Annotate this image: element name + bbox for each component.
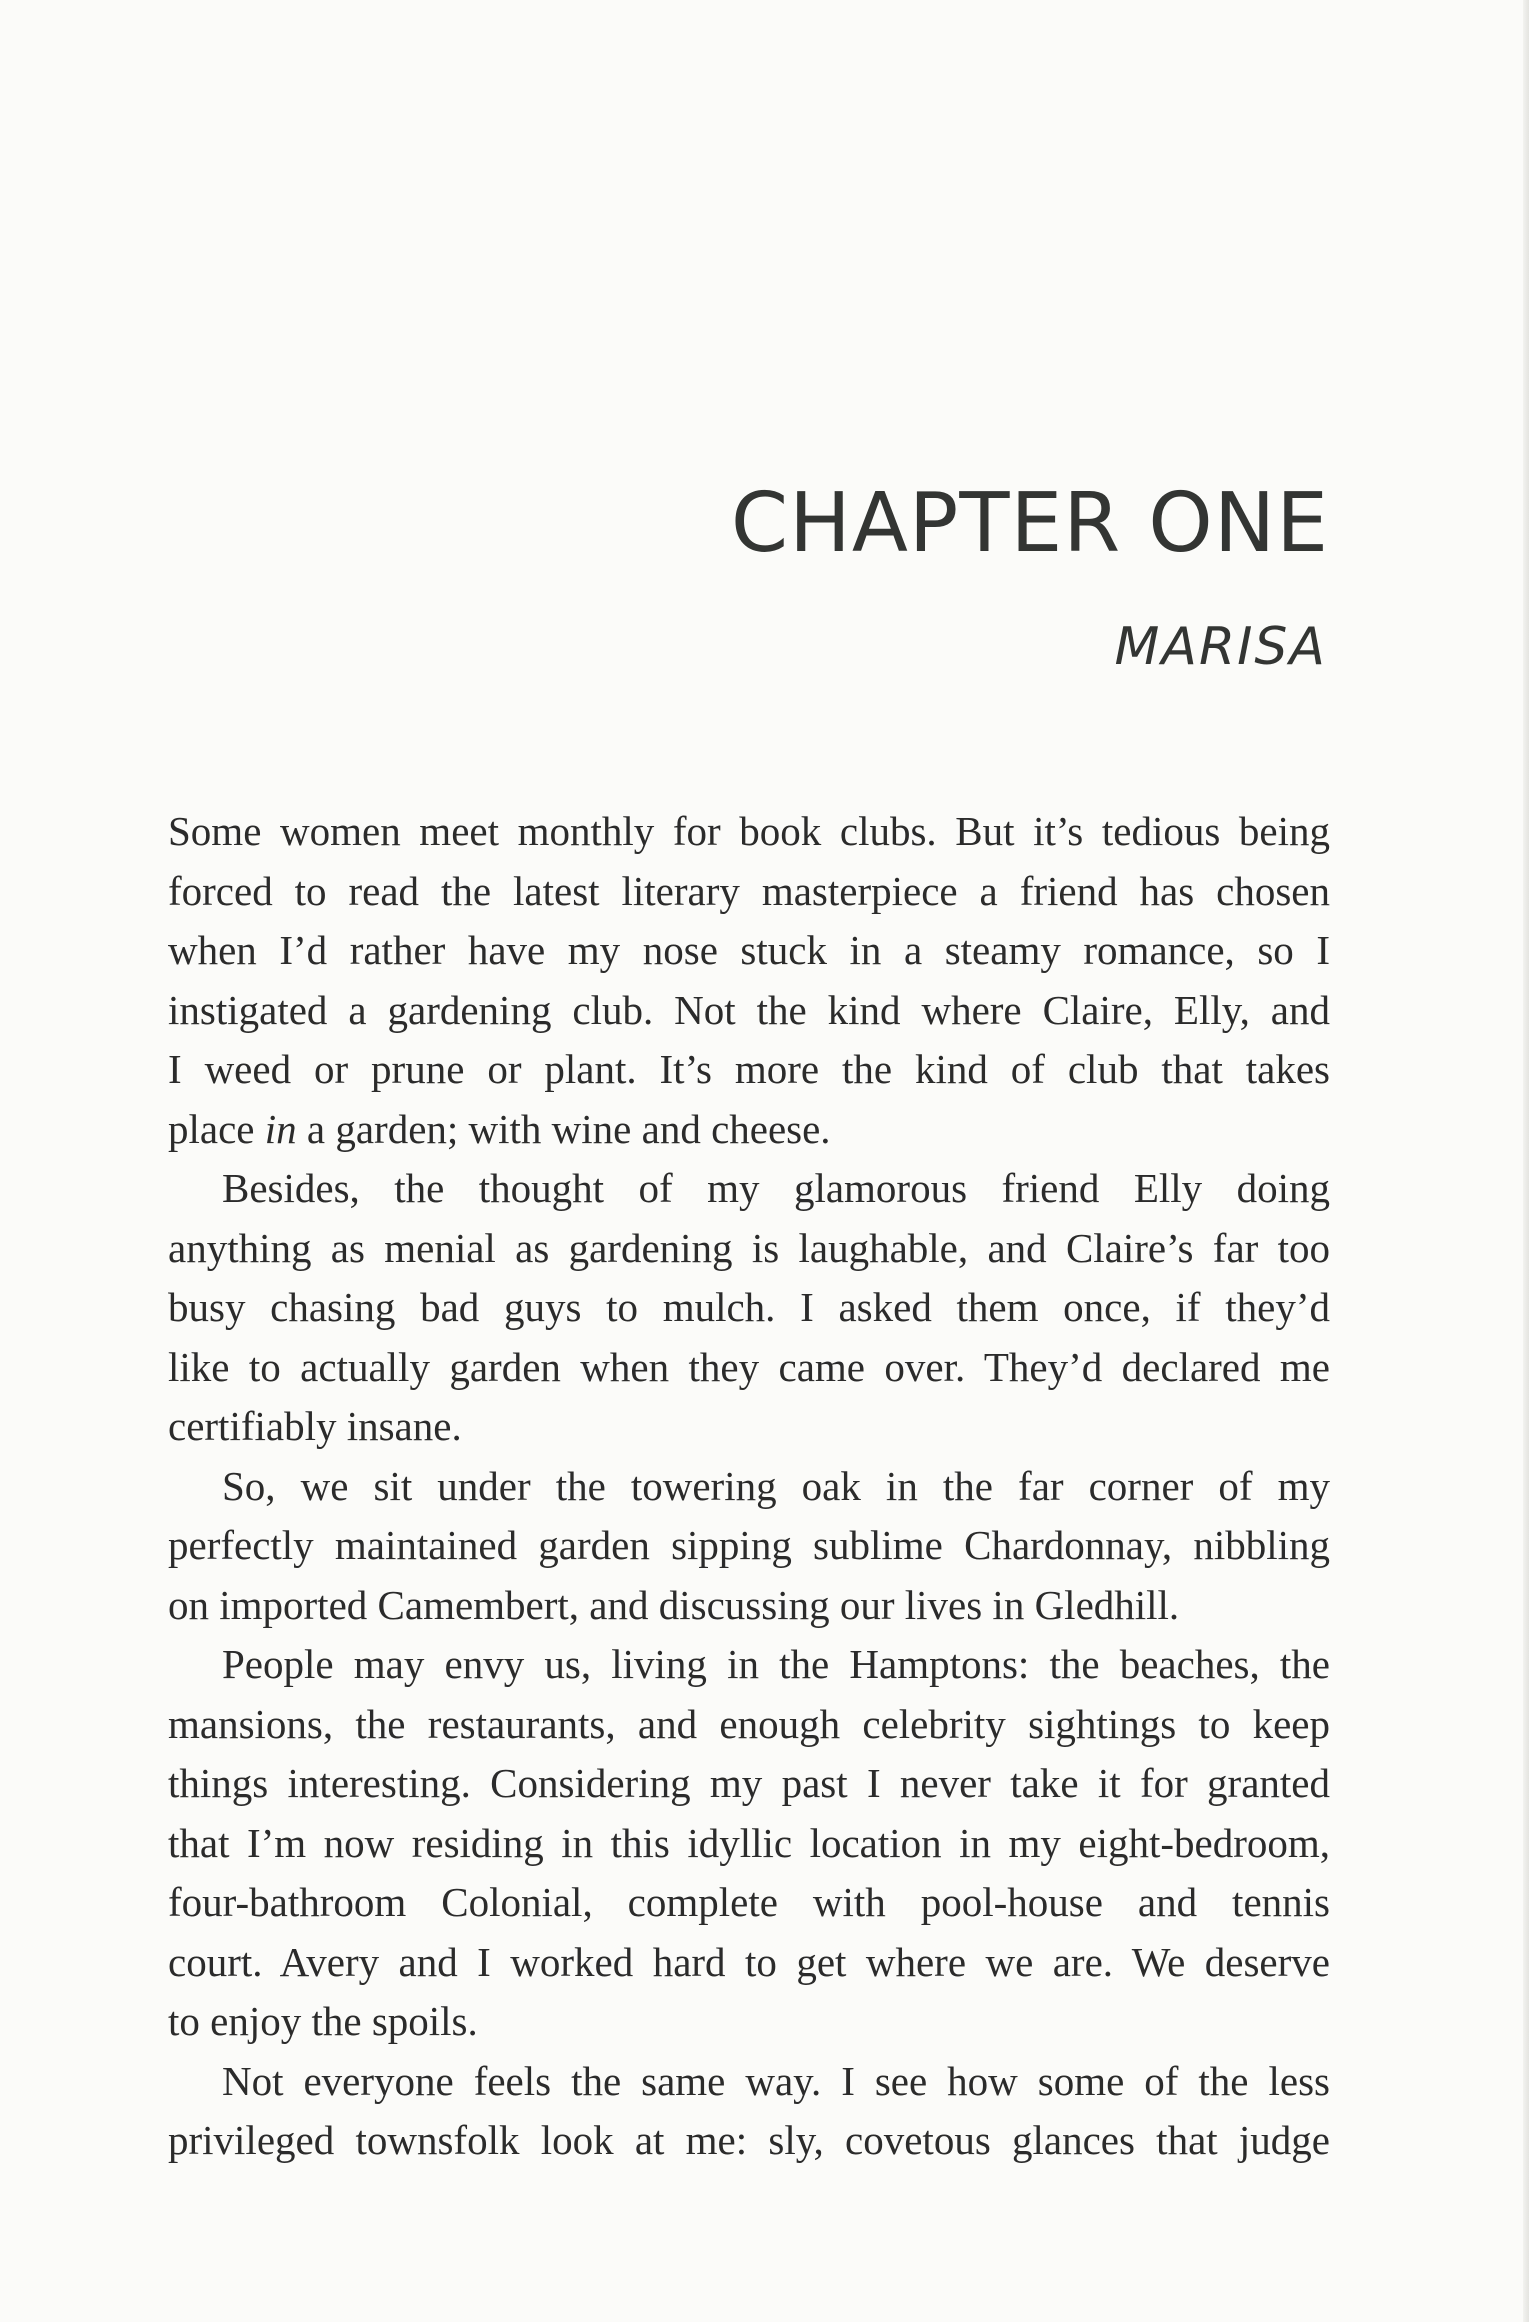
text-line: I weed or prune or plant. It’s more the kind of club that takes (168, 1046, 1330, 1092)
paragraph (168, 802, 1330, 1159)
paragraph (168, 1635, 1330, 2052)
text-line: on imported Camembert, and discussing our lives in Gledhill. (168, 1581, 1180, 1628)
paragraph (168, 1457, 1330, 1636)
text-line: privileged townsfolk look at me: sly, covetous glances that judge (168, 2117, 1330, 2163)
chapter-title: CHAPTER ONE (730, 476, 1329, 571)
text-line: like to actually garden when they came over. They’d declared me (168, 1343, 1330, 1390)
page-edge (1523, 0, 1529, 2322)
text-line: Some women meet monthly for book clubs. But it’s tedious being (168, 808, 1330, 854)
paragraph (168, 2052, 1330, 2171)
text-segment: place (168, 1105, 265, 1152)
text-line: that I’m now residing in this idyllic location in my eight-bedroom, (168, 1819, 1330, 1866)
chapter-subtitle: MARISA (1114, 617, 1327, 677)
text-line: to enjoy the spoils. (168, 1998, 478, 2044)
text-line: four-bathroom Colonial, complete with pool-house and tennis (168, 1879, 1330, 1925)
text-line (168, 1100, 1330, 1160)
text-line: instigated a gardening club. Not the kind where Claire, Elly, and (168, 986, 1330, 1033)
text-line: People may envy us, living in the Hamptons: the beaches, the (222, 1641, 1330, 1687)
paragraph (168, 1159, 1330, 1457)
text-line: forced to read the latest literary masterpiece a friend has chosen (168, 867, 1330, 914)
text-line: anything as menial as gardening is laughable, and Claire’s far too (168, 1224, 1330, 1271)
text-line: when I’d rather have my nose stuck in a steamy romance, so I (168, 927, 1330, 973)
text-line: things interesting. Considering my past I never take it for granted (168, 1760, 1330, 1806)
italic-word: in (264, 1105, 297, 1152)
text-segment: a garden; with wine and cheese. (296, 1105, 831, 1152)
text-line: Besides, the thought of my glamorous friend Elly doing (222, 1165, 1330, 1211)
text-line: mansions, the restaurants, and enough celebrity sightings to keep (168, 1700, 1330, 1747)
text-line: busy chasing bad guys to mulch. I asked them once, if they’d (168, 1284, 1330, 1330)
text-line: certifiably insane. (168, 1403, 462, 1449)
body-text (168, 802, 1330, 2171)
text-line: perfectly maintained garden sipping sublime Chardonnay, nibbling (168, 1522, 1330, 1568)
text-line: Not everyone feels the same way. I see how some of the less (222, 2057, 1330, 2104)
text-line: So, we sit under the towering oak in the far corner of my (222, 1462, 1330, 1509)
text-line: court. Avery and I worked hard to get where we are. We deserve (168, 1938, 1330, 1985)
